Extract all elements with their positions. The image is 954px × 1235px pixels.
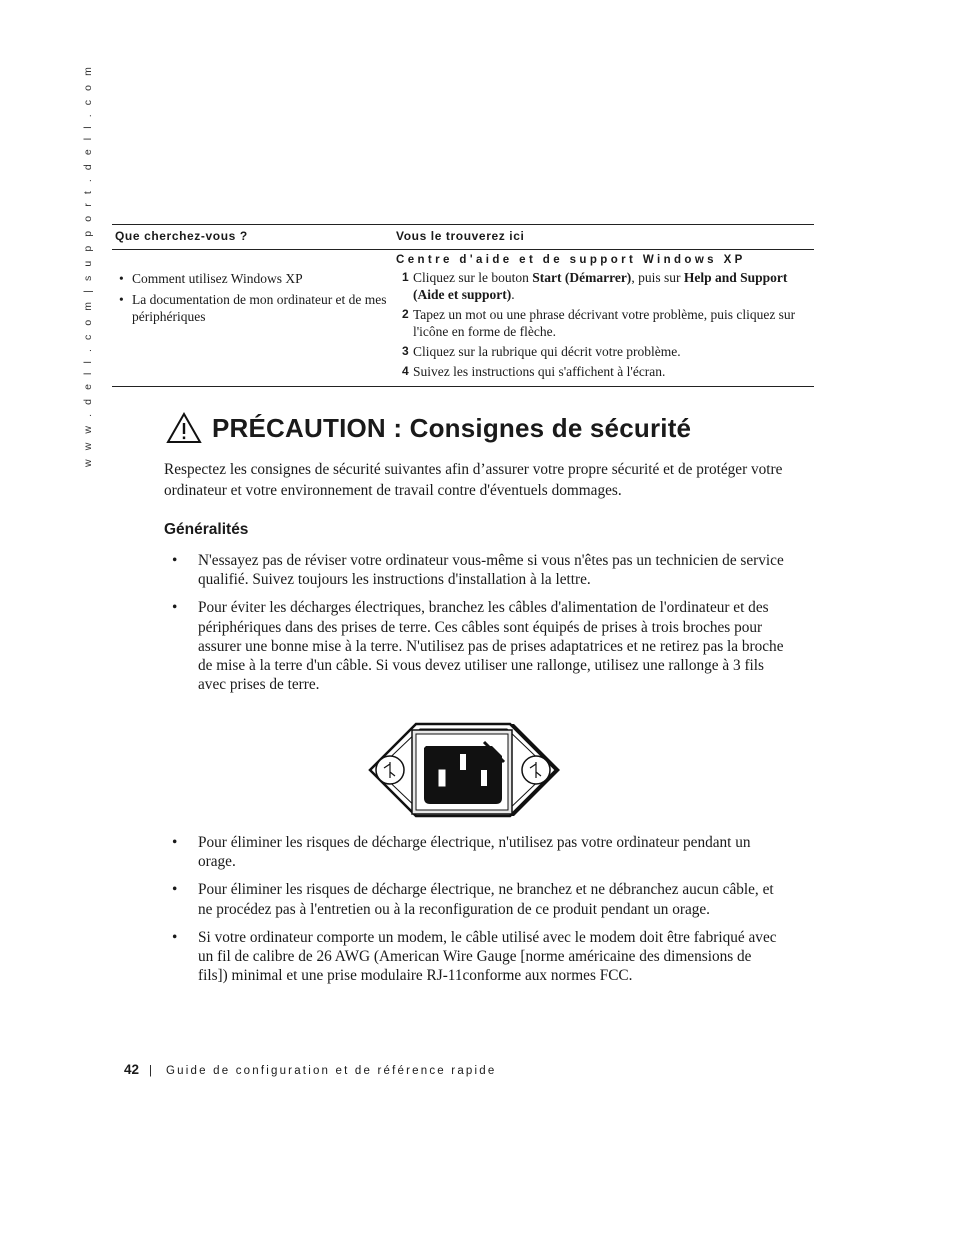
intro-text: Respectez les consignes de sécurité suivantes afin d’assurer votre propre sécurité et de protéger votre ordinateur et votre environnement de travail contre d'éventuels dommages. [164, 461, 783, 499]
grounded-plug-illustration [364, 720, 560, 829]
side-url: w w w . d e l l . c o m | s u p p o r t . d e l l . c o m [82, 64, 94, 467]
footer-title: Guide de configuration et de référence rapide [166, 1065, 497, 1077]
bullets-after [164, 833, 784, 994]
list-item: • Si votre ordinateur comporte un modem, le câble utilisé avec le modem doit être fabriqué avec un fil de calibre de 26 AWG (American Wire Gauge [norme américaine des dimensions de fils]) minimal et une prise modulaire RJ-11conforme aux normes FCC. [172, 928, 777, 985]
looking-for-cell [112, 250, 396, 380]
list-item: • Comment utilisez Windows XP [119, 271, 303, 286]
caution-heading [166, 412, 691, 444]
bullets-before [164, 551, 784, 703]
table-header [112, 224, 814, 250]
list-item: • N'essayez pas de réviser votre ordinateur vous-même si vous n'êtes pas un technicien de service qualifié. Suivez toujours les instructions d'installation à la lettre. [172, 552, 784, 589]
step-item: 4 Suivez les instructions qui s'affichent à l'écran. [402, 364, 666, 379]
info-table [112, 224, 814, 387]
list-item: • Pour éliminer les risques de décharge électrique, n'utilisez pas votre ordinateur pendant un orage. [172, 834, 751, 871]
table-row [112, 250, 814, 387]
page-number: 42 [124, 1062, 140, 1077]
section-title: Généralités [164, 521, 249, 538]
warning-icon [166, 412, 202, 444]
list-item: • Pour éviter les décharges électriques, branchez les câbles d'alimentation de l'ordinateur et des périphériques dans des prises de terre. Ces câbles sont équipés de prises à trois broches pour assurer une bonne mise à la terre. N'utilisez pas de prises adaptatrices et ne retirez pas la broche de mise à la terre d'un câble. Si vous devez utiliser une rallonge, utilisez une rallonge à 3 fils avec prises de terre. [172, 599, 784, 694]
col2-header: Vous le trouverez ici [396, 229, 525, 243]
footer-separator: | [149, 1065, 153, 1077]
col1-header: Que cherchez-vous ? [115, 229, 248, 243]
step-item: 3 Cliquez sur la rubrique qui décrit votre problème. [402, 344, 681, 359]
page-footer [124, 1062, 496, 1077]
page-title: PRÉCAUTION : Consignes de sécurité [212, 412, 692, 443]
source-title: Centre d'aide et de support Windows XP [396, 254, 746, 266]
list-item: • La documentation de mon ordinateur et de mes périphériques [119, 292, 387, 324]
source-cell [396, 250, 814, 380]
step-item: 2 Tapez un mot ou une phrase décrivant votre problème, puis cliquez sur l'icône en forme de flèche. [402, 307, 796, 339]
step-item: 1 Cliquez sur le bouton Start (Démarrer), puis sur Help and Support (Aide et support). [402, 270, 788, 302]
list-item: • Pour éliminer les risques de décharge électrique, ne branchez et ne débranchez aucun câble, et ne procédez pas à l'entretien ou à la reconfiguration de ce produit pendant un orage. [172, 881, 774, 918]
